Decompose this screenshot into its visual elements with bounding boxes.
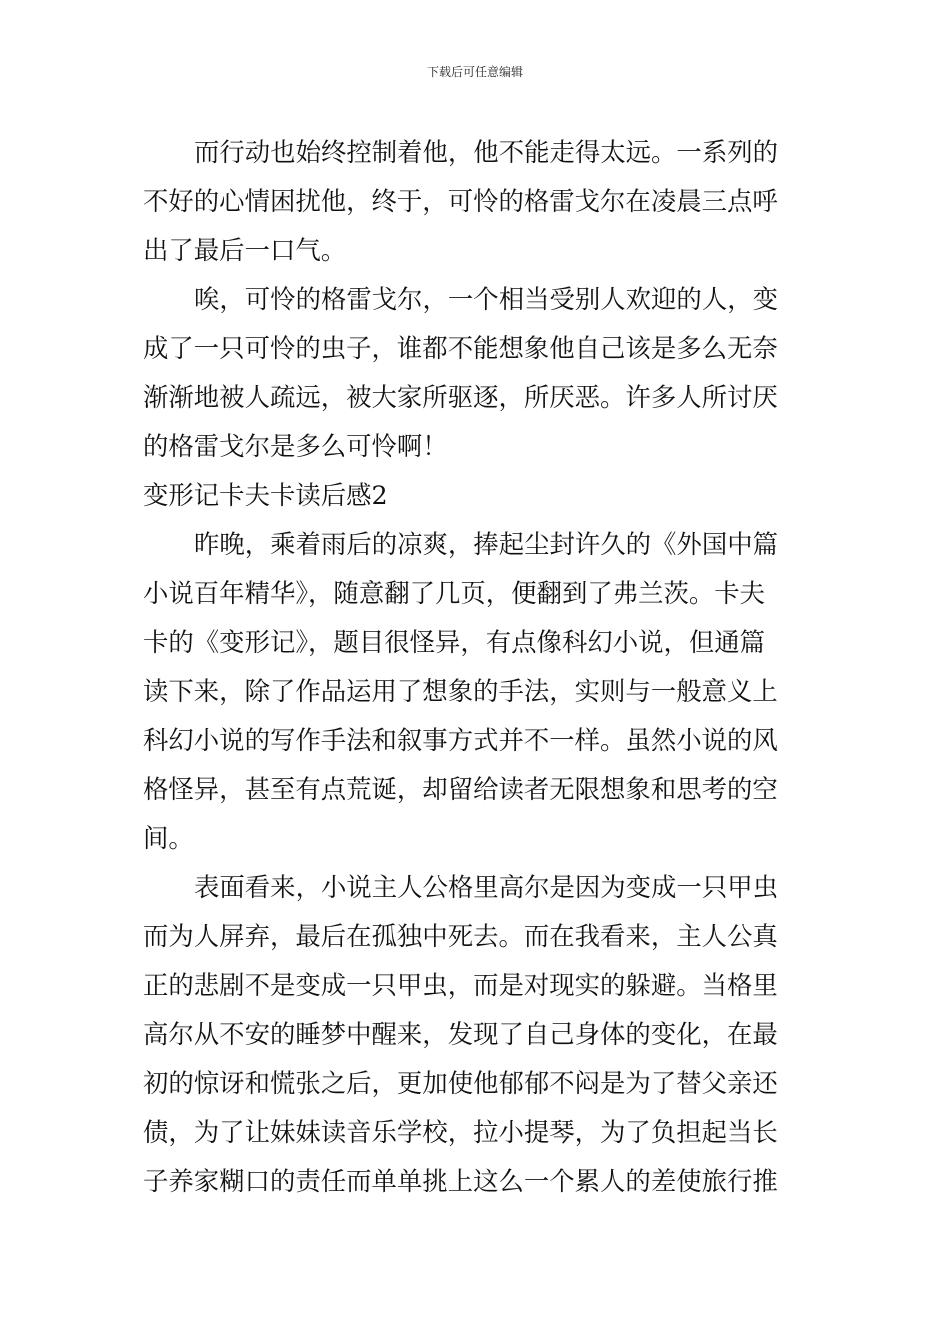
text-line: 间。 <box>143 823 194 853</box>
text-line: 高尔从不安的睡梦中醒来，发现了自己身体的变化，在最 <box>143 1019 778 1049</box>
page-header: 下载后可任意编辑 <box>426 65 523 79</box>
text-line: 渐渐地被人疏远，被大家所驱逐，所厌恶。许多人所讨厌 <box>143 382 778 412</box>
text-line: 读下来，除了作品运用了想象的手法，实则与一般意义上 <box>143 676 778 706</box>
text-line: 正的悲剧不是变成一只甲虫，而是对现实的躲避。当格里 <box>143 970 778 1000</box>
document-body <box>143 128 811 1206</box>
text-line: 表面看来，小说主人公格里高尔是因为变成一只甲虫 <box>194 872 778 902</box>
text-line: 格怪异，甚至有点荒诞，却留给读者无限想象和思考的空 <box>143 774 778 804</box>
text-line: 出了最后一口气。 <box>143 235 347 265</box>
text-line: 的格雷戈尔是多么可怜啊！ <box>143 431 448 461</box>
text-line: 卡的《变形记》，题目很怪异，有点像科幻小说，但通篇 <box>143 627 766 657</box>
text-line: 而行动也始终控制着他，他不能走得太远。一系列的 <box>194 137 778 167</box>
text-line: 成了一只可怜的虫子，谁都不能想象他自己该是多么无奈 <box>143 333 778 363</box>
text-line: 而为人屏弃，最后在孤独中死去。而在我看来，主人公真 <box>143 921 778 951</box>
text-line: 昨晚，乘着雨后的凉爽，捧起尘封许久的《外国中篇 <box>194 529 778 559</box>
text-line: 小说百年精华》，随意翻了几页，便翻到了弗兰茨。卡夫 <box>143 578 766 608</box>
section-heading: 变形记卡夫卡读后感2 <box>143 480 388 510</box>
text-line: 唉，可怜的格雷戈尔，一个相当受别人欢迎的人，变 <box>194 284 778 314</box>
text-line: 初的惊讶和慌张之后，更加使他郁郁不闷是为了替父亲还 <box>143 1068 778 1098</box>
text-line: 科幻小说的写作手法和叙事方式并不一样。虽然小说的风 <box>143 725 778 755</box>
text-line: 子养家糊口的责任而单单挑上这么一个累人的差使旅行推 <box>143 1166 778 1196</box>
text-line: 债，为了让妹妹读音乐学校，拉小提琴，为了负担起当长 <box>143 1117 778 1147</box>
text-line: 不好的心情困扰他，终于，可怜的格雷戈尔在凌晨三点呼 <box>143 186 778 216</box>
